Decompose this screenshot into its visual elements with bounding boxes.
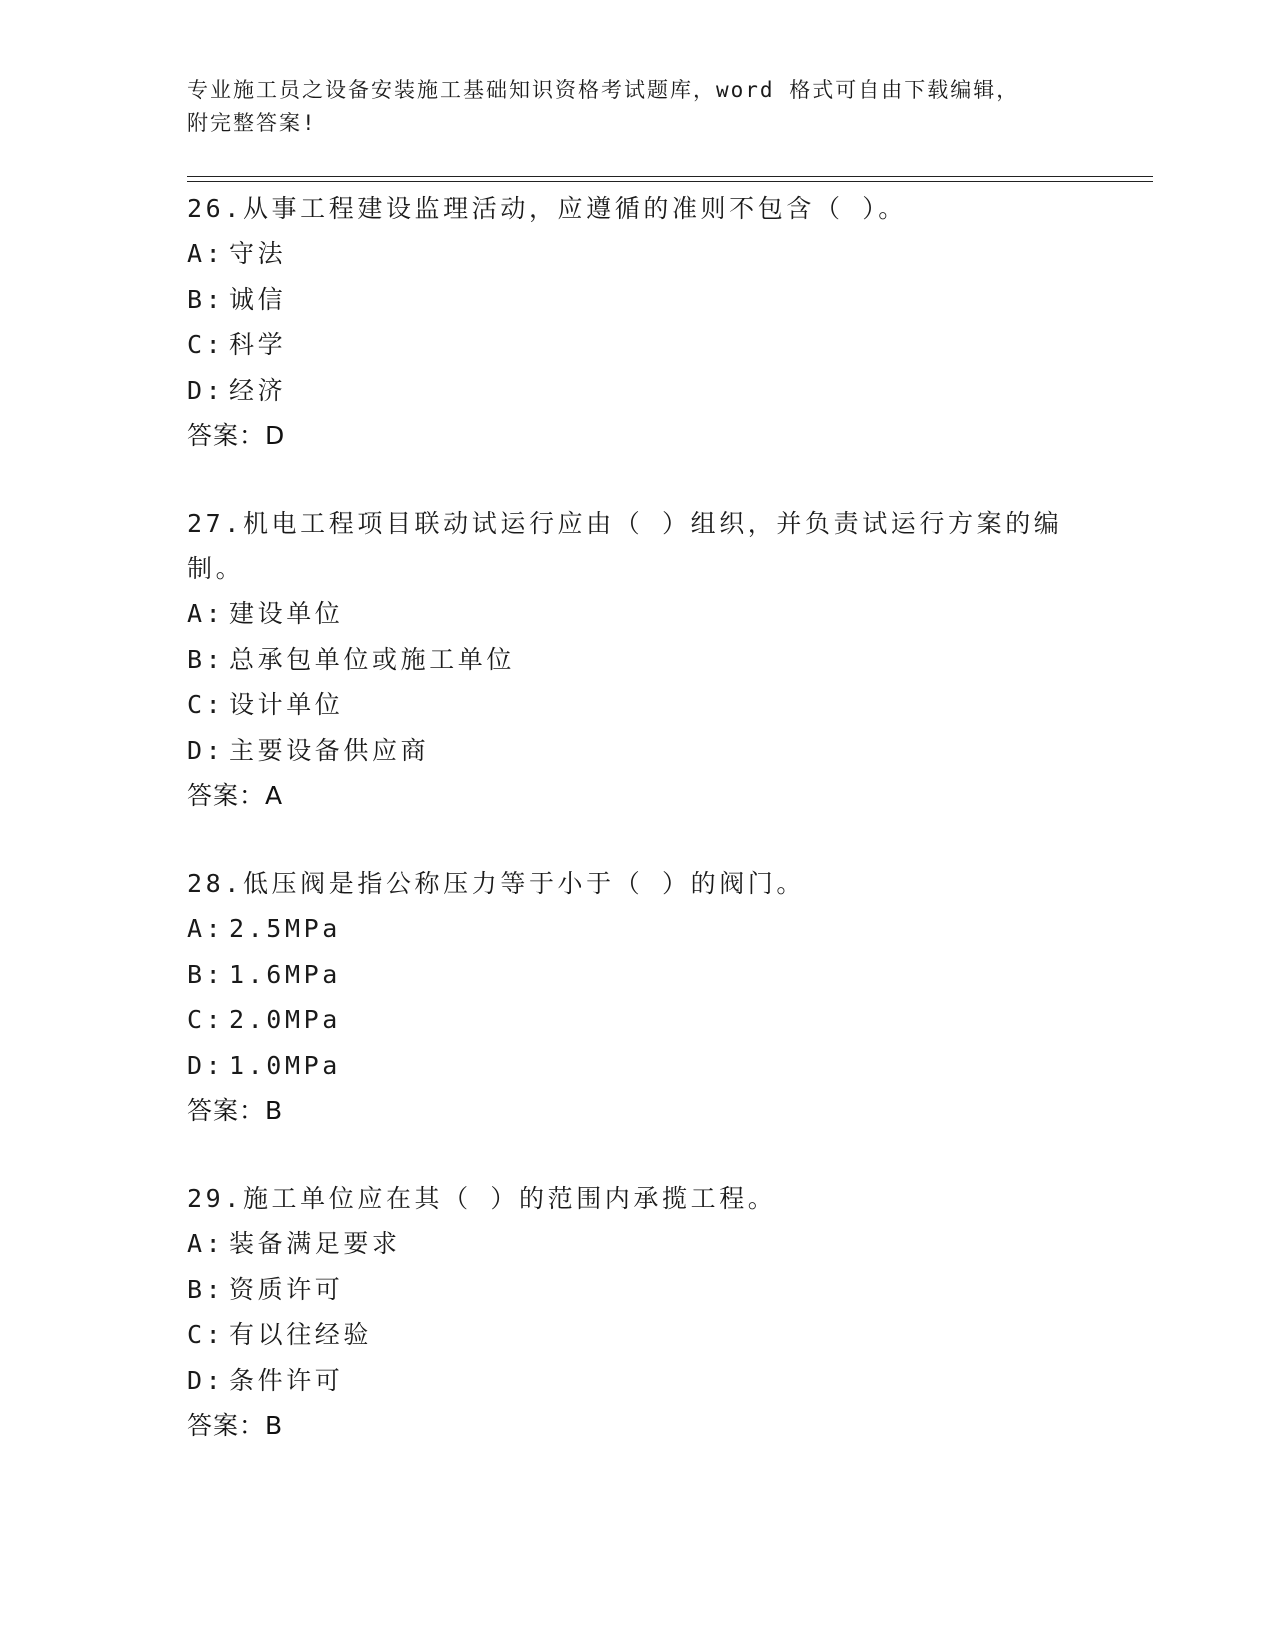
option-text: 条件许可 (229, 1365, 344, 1395)
header-line-1: 专业施工员之设备安装施工基础知识资格考试题库，word 格式可自由下载编辑， (187, 78, 1020, 102)
option-d (187, 1358, 1067, 1404)
question-text: 26.从事工程建设监理活动，应遵循的准则不包含（ ）。 (187, 194, 907, 223)
option-text: 资质许可 (229, 1274, 344, 1304)
option-key: A: (187, 914, 225, 943)
option-text: 诚信 (229, 284, 287, 314)
answer-line: 答案：A (187, 781, 284, 810)
question-26 (187, 186, 1067, 458)
option-d (187, 1043, 1067, 1089)
option-a (187, 591, 1067, 637)
question-list (187, 186, 1067, 1491)
option-d (187, 728, 1067, 774)
option-key: D: (187, 1050, 225, 1080)
header-divider-bottom (187, 181, 1153, 182)
question-text: 29.施工单位应在其（ ）的范围内承揽工程。 (187, 1184, 777, 1213)
question-27 (187, 501, 1067, 818)
option-text: 设计单位 (229, 690, 344, 719)
option-a (187, 906, 1067, 952)
option-text: 2.5MPa (229, 914, 341, 943)
question-29 (187, 1176, 1067, 1448)
header-line-2: 附完整答案! (187, 111, 317, 135)
option-key: C: (187, 1005, 225, 1034)
option-text: 建设单位 (229, 599, 344, 628)
option-key: B: (187, 284, 225, 314)
option-key: A: (187, 599, 225, 628)
option-b (187, 952, 1067, 998)
document-header (187, 74, 1087, 140)
option-text: 主要设备供应商 (229, 735, 430, 765)
option-c (187, 997, 1067, 1043)
option-key: C: (187, 330, 225, 359)
option-key: A: (187, 1229, 225, 1258)
option-b (187, 637, 1067, 683)
option-c (187, 1312, 1067, 1358)
option-key: B: (187, 644, 225, 674)
answer-line: 答案：D (187, 421, 286, 450)
option-text: 1.0MPa (229, 1050, 341, 1080)
option-c (187, 322, 1067, 368)
answer-line: 答案：B (187, 1096, 284, 1125)
option-key: C: (187, 1320, 225, 1349)
option-c (187, 682, 1067, 728)
option-d (187, 368, 1067, 414)
option-key: A: (187, 239, 225, 268)
option-text: 有以往经验 (229, 1320, 373, 1349)
question-text: 28.低压阀是指公称压力等于小于（ ）的阀门。 (187, 869, 806, 898)
option-key: C: (187, 690, 225, 719)
option-text: 2.0MPa (229, 1005, 341, 1034)
option-text: 总承包单位或施工单位 (229, 644, 516, 674)
answer-line: 答案：B (187, 1411, 284, 1440)
option-a (187, 231, 1067, 277)
option-key: D: (187, 735, 225, 765)
option-text: 守法 (229, 239, 287, 268)
option-key: D: (187, 1365, 225, 1395)
question-28 (187, 861, 1067, 1133)
option-text: 科学 (229, 330, 287, 359)
option-b (187, 277, 1067, 323)
option-a (187, 1221, 1067, 1267)
option-key: D: (187, 375, 225, 405)
question-text: 27.机电工程项目联动试运行应由（ ）组织，并负责试运行方案的编制。 (187, 509, 1063, 583)
header-divider-top (187, 176, 1153, 177)
option-key: B: (187, 959, 225, 989)
option-key: B: (187, 1274, 225, 1304)
option-text: 经济 (229, 375, 287, 405)
option-text: 1.6MPa (229, 959, 341, 989)
option-text: 装备满足要求 (229, 1229, 401, 1258)
option-b (187, 1267, 1067, 1313)
